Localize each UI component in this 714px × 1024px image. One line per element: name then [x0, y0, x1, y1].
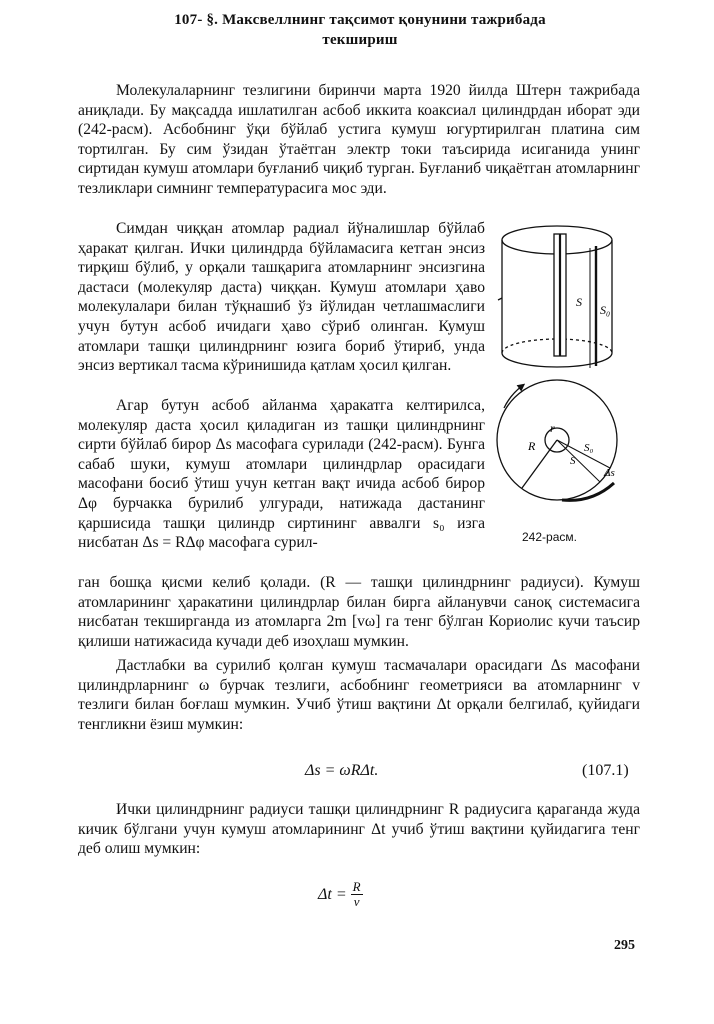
figure-label-s0-bottom: S₀ [584, 442, 594, 454]
fraction-numerator: R [352, 879, 361, 894]
figure-label-R: R [528, 439, 536, 453]
equation-107-1: Δs = ωRΔt. [305, 762, 379, 779]
fraction-denominator: v [353, 894, 360, 909]
top-view-diagram [497, 380, 617, 500]
page-number: 295 [614, 938, 635, 953]
cylinder-diagram [498, 226, 612, 368]
fraction [351, 880, 363, 909]
equation-number: (107.1) [582, 762, 629, 779]
figure-caption: 242-расм. [522, 530, 577, 544]
paragraph-5: Дастлабки ва сурилиб қолган кумуш тасмачалари орасидаги Δs масофани цилиндрларнинг ω бурчак тезлиги, асбобнинг геометрияси ва атомларнинг v тезлиги билан боғлаш мумкин. Учиб ўтиш вақтини Δt орқали белгилаб, қуйидаги тенгликни ёзиш мумкин: [78, 657, 640, 733]
figure-label-s: S [576, 295, 582, 309]
figure-label-delta-s: Δs [604, 467, 615, 479]
heading-line-1: 107- §. Максвеллнинг тақсимот қонунини тажрибада [174, 12, 546, 28]
equation-delta-t [318, 880, 363, 909]
paragraph-1: Молекулаларнинг тезлигини биринчи марта 1920 йилда Штерн тажрибада аниқлади. Бу мақсадда ишлатилган асбоб иккита коаксиал цилиндрдан иборат эди (242-расм). Асбобнинг ўқи бўйлаб устига кумуш югуртирилган платина сим тортилган. Бу сим ўзидан ўтаётган электр токи таъсирида исиганида унинг сиртидан кумуш атомлари буғланиб чиқиб турган. Буғланиб чиқаётган атомларнинг тезликлари симнинг температурасига мос эди. [78, 82, 640, 197]
equation-delta-t-lhs: Δt = [318, 885, 347, 903]
paragraph-2: Симдан чиққан атомлар радиал йўналишлар бўйлаб ҳаракат қилган. Ички цилиндрда бўйламасига кетган энсиз тирқиш бўлиб, у орқали ташқарига атомларнинг энсизгина дастаси (молекуляр даста) чиққан. Кумуш атомлари ҳаво молекулалари билан тўқнашиб ўз йўлидан четлашмаслиги учун бутун асбоб ичидаги ҳаво сўриб олинган. Кумуш атомлари ташқи цилиндрнинг юзига бориб ўтириб, унда энсиз вертикал тасма кўринишида қатлам ҳосил қилган. [78, 220, 485, 375]
heading-line-2: текшириш [322, 32, 398, 48]
paragraph-3: Агар бутун асбоб айланма ҳаракатга келтирилса, молекуляр даста ҳосил қиладиган из ташқи цилиндрнинг сирти бўйлаб бирор Δs масофага сурилади (242-расм). Бунга сабаб шуки, кумуш атомлари цилиндрлар орасидаги масофани босиб ўтиш учун кетган вақт ичида асбоб бирор Δφ бурчакка бурилиб улгуради, натижада дастанинг қаршисида ташқи цилиндр сиртининг аввалги s₀ изга нисбатан Δs = RΔφ масофага сурил- [78, 397, 485, 552]
section-heading [110, 10, 610, 50]
figure-label-s0-top: S₀ [600, 303, 611, 317]
paragraph-4: ган бошқа қисми келиб қолади. (R — ташқи цилиндрнинг радиуси). Кумуш атомларининг ҳаракатини цилиндрлар билан бирга айланувчи саноқ системасига нисбатан текширганда из атомларга 2m [vω] га тенг бўлган Кориолис кучи таъсир қилиши натижасида кучади деб изоҳлаш мумкин. [78, 574, 640, 650]
figure-242 [492, 218, 642, 518]
figure-label-r: r [550, 421, 555, 435]
paragraph-6: Ички цилиндрнинг радиуси ташқи цилиндрнинг R радиусига қараганда жуда кичик бўлгани учун кумуш атомларининг Δt учиб ўтиш вақтини қуйидагига тенг деб олиш мумкин: [78, 801, 640, 858]
figure-label-s-bottom: S [570, 455, 576, 467]
